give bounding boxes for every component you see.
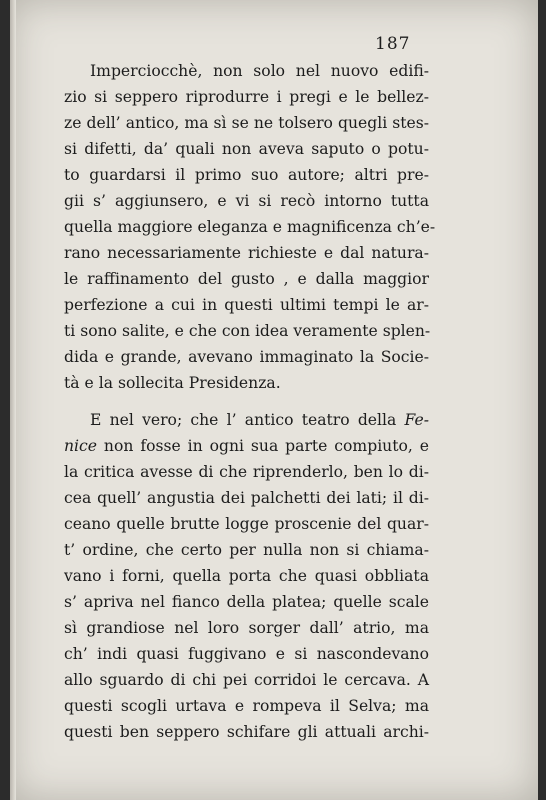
- body-text: [64, 58, 436, 756]
- text-line: ceano quelle brutte logge proscenie del quar-: [64, 515, 429, 533]
- paragraph-1: [64, 58, 436, 396]
- text-line: [64, 407, 429, 433]
- text-line: ti sono salite, e che con idea veramente splen-: [64, 322, 431, 340]
- text-line: to guardarsi il primo suo autore; altri pre-: [64, 166, 429, 184]
- italic-word: Fe-: [404, 411, 429, 429]
- text-line: questi scogli urtava e rompeva il Selva; ma: [64, 697, 429, 715]
- text-line: le raffinamento del gusto , e dalla maggior: [64, 270, 429, 288]
- text-line: gii s’ aggiunsero, e vi si recò intorno tutta: [64, 192, 429, 210]
- text-line: Imperciocchè, non solo nel nuovo edifi-: [90, 62, 429, 80]
- text-line: t’ ordine, che certo per nulla non si chiama-: [64, 541, 429, 559]
- text-line: vano i forni, quella porta che quasi obbliata: [64, 567, 429, 585]
- text-line: sì grandiose nel loro sorger dall’ atrio, ma: [64, 619, 429, 637]
- text-line: perfezione a cui in questi ultimi tempi le ar-: [64, 296, 429, 314]
- text-line: [64, 433, 429, 459]
- text-line: questi ben seppero schifare gli attuali archi-: [64, 723, 429, 741]
- text-line: zio si seppero riprodurre i pregi e le bellez-: [64, 88, 429, 106]
- text-line: s’ apriva nel fianco della platea; quelle scale: [64, 593, 429, 611]
- text-line: quella maggiore eleganza e magnificenza ch’e-: [64, 218, 436, 236]
- text-line: la critica avesse di che riprenderlo, ben lo di-: [64, 463, 429, 481]
- text-run: non fosse in ogni sua parte compiuto, e: [103, 437, 429, 455]
- text-run: E nel vero; che l’ antico teatro della: [90, 411, 397, 429]
- page-number: 187: [375, 34, 411, 54]
- text-line: si difetti, da’ quali non aveva saputo o potu-: [64, 140, 429, 158]
- book-page: [10, 0, 538, 800]
- italic-word: nice: [64, 437, 97, 455]
- text-line: ze dell’ antico, ma sì se ne tolsero quegli stes-: [64, 114, 429, 132]
- text-line: tà e la sollecita Presidenza.: [64, 374, 281, 392]
- text-line: cea quell’ angustia dei palchetti dei lati; il di-: [64, 489, 429, 507]
- text-line: ch’ indi quasi fuggivano e si nascondevano: [64, 645, 429, 663]
- page-gutter-shadow: [10, 0, 16, 800]
- text-line: rano necessariamente richieste e dal natura-: [64, 244, 429, 262]
- paragraph-2: [64, 407, 429, 745]
- text-line: allo sguardo di chi pei corridoi le cercava. A: [64, 671, 429, 689]
- text-line: dida e grande, avevano immaginato la Socie-: [64, 348, 429, 366]
